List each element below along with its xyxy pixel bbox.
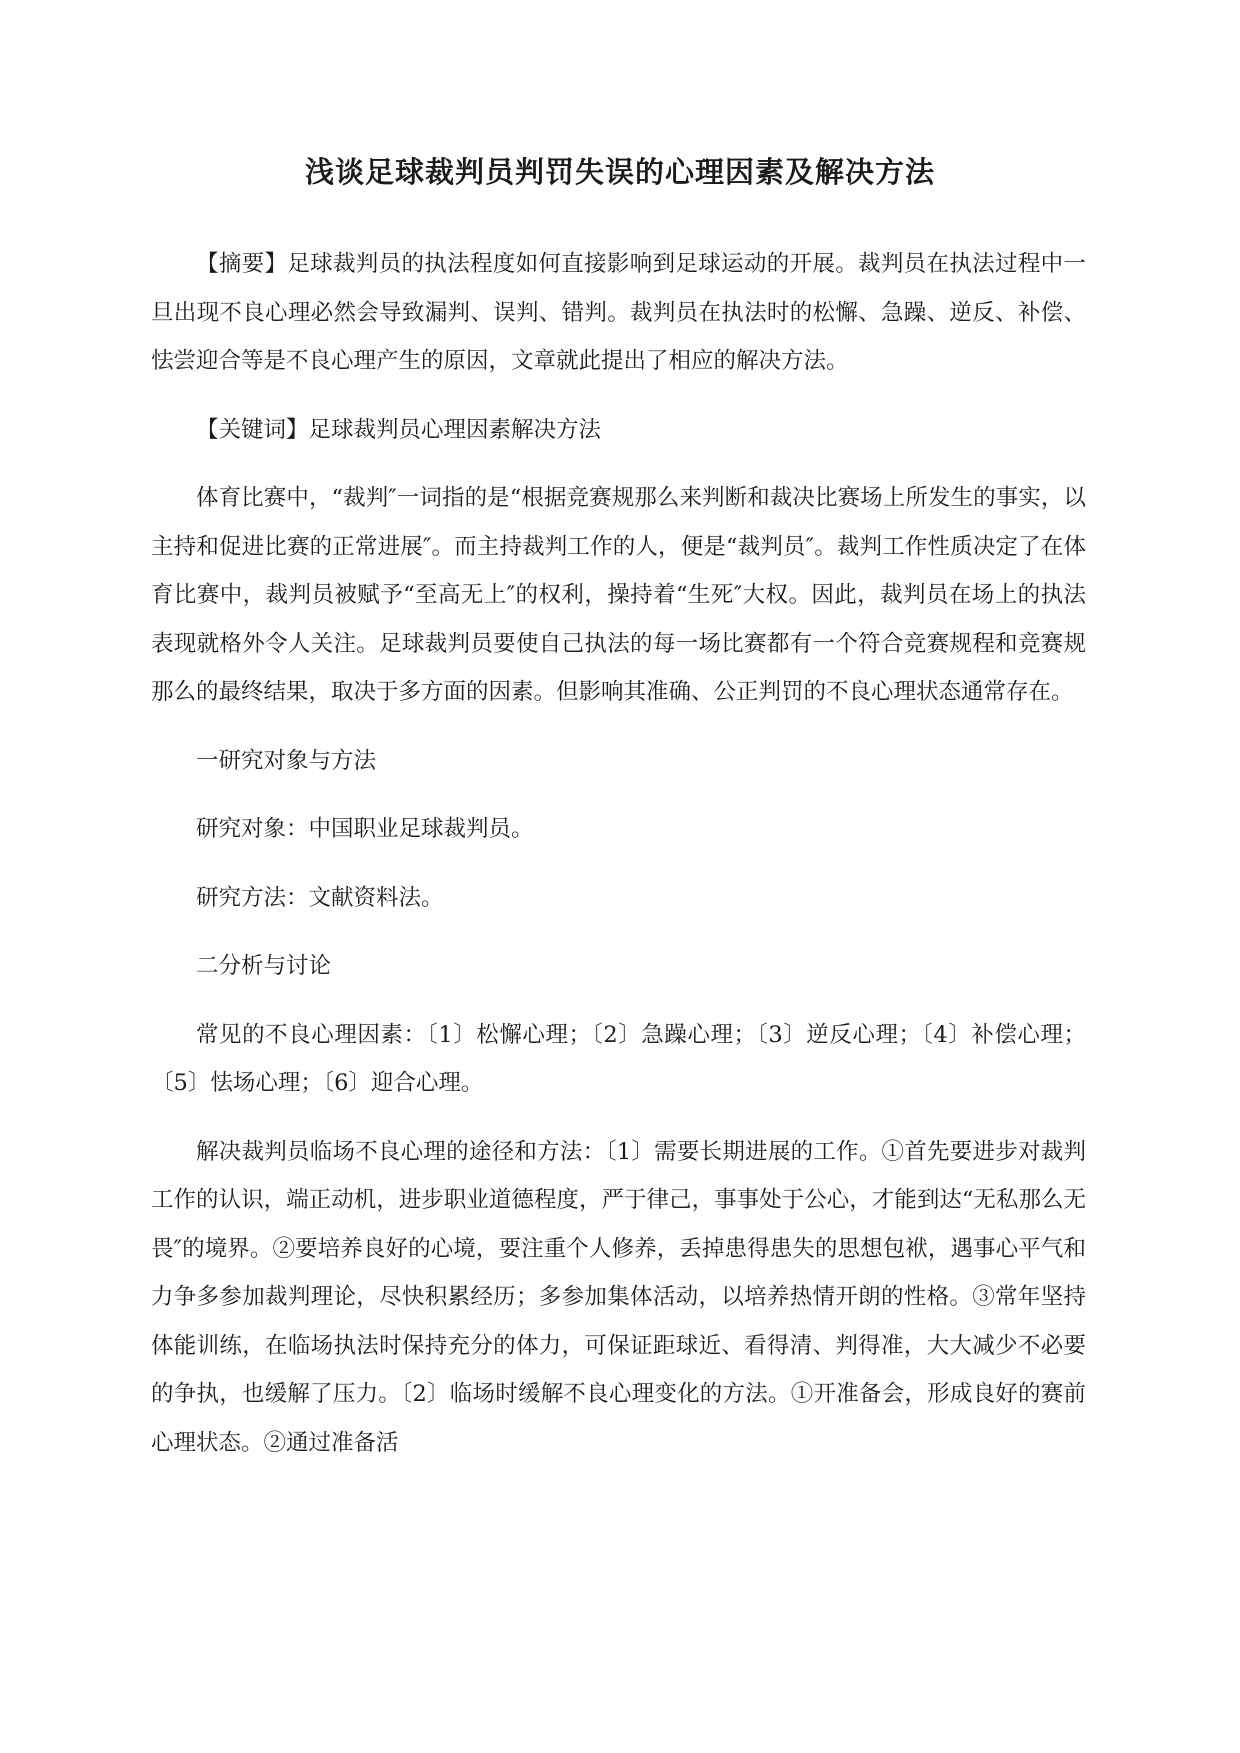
- document-body: [151, 240, 1086, 1467]
- intro-paragraph: 体育比赛中，“裁判″一词指的是“根据竞赛规那么来判断和裁决比赛场上所发生的事实，以主持和促进比赛的正常进展″。而主持裁判工作的人，便是“裁判员″。裁判工作性质决定了在体育比赛中，裁判员被赋予“至高无上″的权利，操持着“生死″大权。因此，裁判员在场上的执法表现就格外令人关注。足球裁判员要使自己执法的每一场比赛都有一个符合竞赛规程和竞赛规那么的最终结果，取决于多方面的因素。但影响其准确、公正判罚的不良心理状态通常存在。: [151, 485, 1086, 705]
- section-heading-analysis: 二分析与讨论: [196, 953, 332, 979]
- document-title: 浅谈足球裁判员判罚失误的心理因素及解决方法: [304, 155, 935, 189]
- factors-paragraph: 常见的不良心理因素：〔1〕松懈心理；〔2〕急躁心理；〔3〕逆反心理；〔4〕补偿心理；〔5〕怯场心理；〔6〕迎合心理。: [151, 1021, 1086, 1096]
- keywords-paragraph: 【关键词】足球裁判员心理因素解决方法: [196, 416, 602, 443]
- research-method-paragraph: 研究方法：文献资料法。: [196, 884, 444, 911]
- abstract-paragraph: 【摘要】足球裁判员的执法程度如何直接影响到足球运动的开展。裁判员在执法过程中一旦出现不良心理必然会导致漏判、误判、错判。裁判员在执法时的松懈、急躁、逆反、补偿、怯尝迎合等是不良心理产生的原因，文章就此提出了相应的解决方法。: [151, 251, 1086, 374]
- section-heading-research: 一研究对象与方法: [196, 747, 377, 774]
- research-object-paragraph: 研究对象：中国职业足球裁判员。: [196, 816, 534, 842]
- solutions-paragraph: 解决裁判员临场不良心理的途径和方法：〔1〕需要长期进展的工作。①首先要进步对裁判工作的认识，端正动机，进步职业道德程度，严于律己，事事处于公心，才能到达“无私那么无畏″的境界。②要培养良好的心境，要注重个人修养，丢掉患得患失的思想包袱，遇事心平气和力争多参加裁判理论，尽快积累经历；多参加集体活动，以培养热情开朗的性格。③常年坚持体能训练，在临场执法时保持充分的体力，可保证距球近、看得清、判得准，大大减少不必要的争执，也缓解了压力。〔2〕临场时缓解不良心理变化的方法。①开准备会，形成良好的赛前心理状态。②通过准备活: [151, 1138, 1086, 1456]
